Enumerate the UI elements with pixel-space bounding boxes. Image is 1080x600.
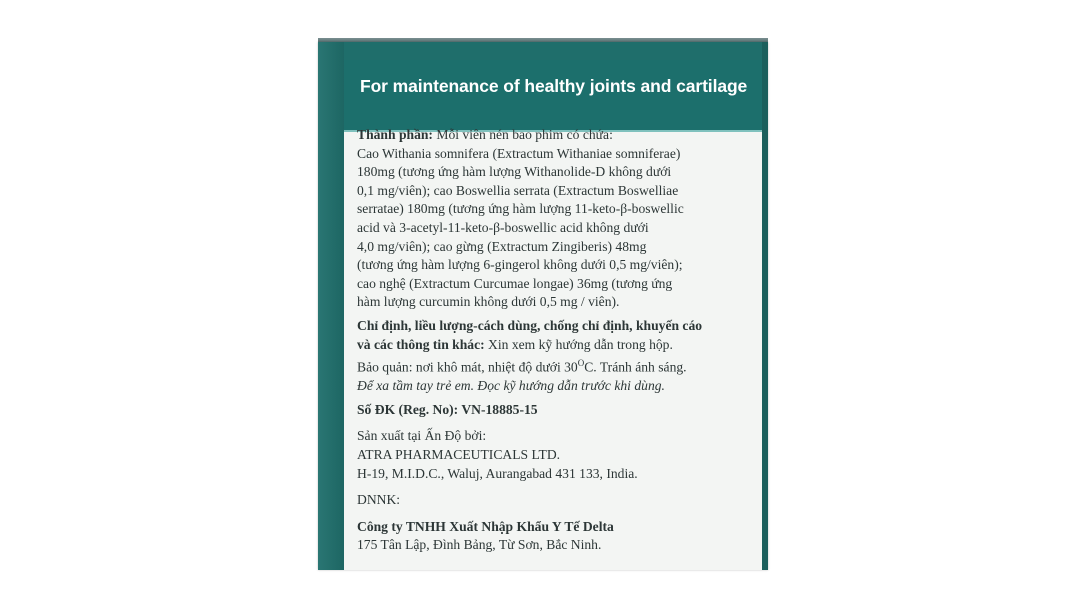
banner-title: For maintenance of healthy joints and cartilage bbox=[360, 76, 748, 96]
indications-text: Xin xem kỹ hướng dẫn trong hộp. bbox=[484, 336, 673, 352]
spacer bbox=[357, 510, 757, 518]
spacer bbox=[357, 483, 757, 491]
composition-line: 180mg (tương ứng hàm lượng Withanolide-D không dưới bbox=[357, 164, 672, 180]
storage-line bbox=[357, 354, 757, 377]
indications-label-line1: Chỉ định, liều lượng-cách dùng, chống chỉ định, khuyến cáo bbox=[357, 317, 703, 333]
importer-label: DNNK: bbox=[357, 492, 401, 508]
composition-line: acid và 3-acetyl-11-keto-β-boswellic acid không dưới bbox=[357, 219, 649, 235]
registration-number: Số ĐK (Reg. No): VN-18885-15 bbox=[357, 401, 538, 417]
box-left-strip bbox=[318, 42, 344, 570]
composition-heading bbox=[357, 126, 757, 145]
importer-address: 175 Tân Lập, Đình Bảng, Từ Sơn, Bắc Ninh. bbox=[357, 537, 602, 553]
composition-line: 0,1 mg/viên); cao Boswellia serrata (Extractum Boswelliae bbox=[357, 182, 679, 198]
storage-after: C. Tránh ánh sáng. bbox=[584, 359, 687, 375]
manufacturer-label: Sản xuất tại Ấn Độ bởi: bbox=[357, 428, 487, 444]
importer-name: Công ty TNHH Xuất Nhập Khẩu Y Tế Delta bbox=[357, 518, 614, 534]
indications-label-line2: và các thông tin khác: bbox=[357, 336, 485, 352]
composition-intro: Mỗi viên nén bao phim có chứa: bbox=[432, 127, 613, 142]
label-text-block bbox=[357, 126, 757, 555]
indications-line bbox=[357, 336, 757, 355]
storage-degree: O bbox=[577, 358, 585, 369]
spacer bbox=[357, 419, 757, 427]
composition-line: serratae) 180mg (tương ứng hàm lượng 11-keto-β-boswellic bbox=[357, 201, 684, 217]
warning-line: Để xa tầm tay trẻ em. Đọc kỹ hướng dẫn trước khi dùng. bbox=[357, 378, 665, 394]
composition-line: Cao Withania somnifera (Extractum Withaniae somniferae) bbox=[357, 145, 681, 161]
manufacturer-address: H-19, M.I.D.C., Waluj, Aurangabad 431 133, India. bbox=[357, 465, 638, 481]
composition-line: (tương ứng hàm lượng 6-gingerol không dưới 0,5 mg/viên); bbox=[357, 257, 683, 273]
storage-before: Bảo quản: nơi khô mát, nhiệt độ dưới 30 bbox=[357, 359, 578, 375]
box-right-strip bbox=[762, 42, 768, 570]
composition-label: Thành phần: bbox=[357, 127, 433, 142]
manufacturer-name: ATRA PHARMACEUTICALS LTD. bbox=[357, 447, 561, 463]
composition-line: cao nghệ (Extractum Curcumae longae) 36mg (tương ứng bbox=[357, 275, 673, 291]
composition-line: 4,0 mg/viên); cao gừng (Extractum Zingiberis) 48mg bbox=[357, 238, 647, 254]
composition-line: hàm lượng curcumin không dưới 0,5 mg / viên). bbox=[357, 294, 620, 310]
